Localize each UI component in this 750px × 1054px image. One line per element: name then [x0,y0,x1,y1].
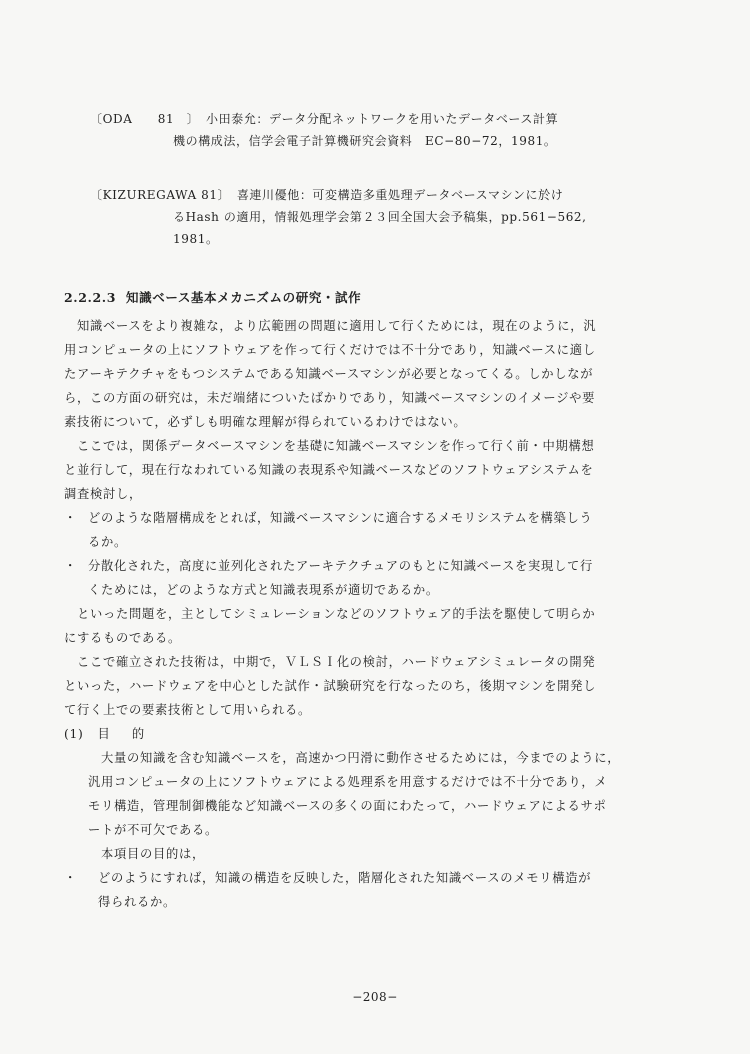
paragraph-4 [64,650,644,722]
text-line: ここでは，関係データベースマシンを基礎に知識ベースマシンを作って行く前・中期構想 [64,439,595,453]
text-line: にするものである。 [64,631,181,645]
text-line: ートが不可欠である。 [88,823,218,837]
text-line: といった，ハードウェアを中心とした試作・試験研究を行なったのち，後期マシンを開発し [64,679,597,693]
list-item [64,506,644,554]
bullet-marker: ・ [64,871,77,885]
paragraph-3 [64,602,644,650]
paragraph-5 [64,746,644,866]
reference-text: 小田泰允：データ分配ネットワークを用いたデータベース計算 [206,112,559,126]
text-line: 汎用コンピュータの上にソフトウェアによる処理系を用意するだけでは不十分であり，メ [88,775,608,789]
text-line: 得られるか。 [98,895,176,909]
bullet-marker: ・ [64,559,77,573]
reference-tag: 〔KIZUREGAWA 81〕 [90,188,225,202]
text-line: ら，この方面の研究は，未だ端緒についたばかりであり，知識ベースマシンのイメージや要 [64,391,596,405]
text-line: といった問題を，主としてシミュレーションなどのソフトウェア的手法を駆使して明らか [64,607,596,621]
subsection-number: (1) [64,727,84,741]
text-line: どのようにすれば，知識の構造を反映した，階層化された知識ベースのメモリ構造が [98,871,592,885]
reference-kizuregawa [90,184,587,250]
text-line: るか。 [88,535,127,549]
text-line: 知識ベースをより複雑な，より広範囲の問題に適用して行くためには，現在のように，汎 [64,319,597,333]
paragraph-1 [64,314,644,434]
text-line: たアーキテクチャをもつシステムである知識ベースマシンが必要となってくる。しかしなが [64,367,594,381]
text-line: くためには，どのような方式と知識表現系が適切であるか。 [88,583,439,597]
list-item [64,554,644,602]
text-line: 調査検討し， [64,487,142,501]
reference-text: るHash の適用，情報処理学会第２３回全国大会予稿集，pp.561−562, [173,210,587,224]
reference-oda [90,108,558,152]
paragraph-2 [64,434,644,506]
subsection-title: 目的 [97,727,167,741]
list-item [64,866,644,914]
text-line: 本項目の目的は， [88,847,205,861]
reference-text: 機の構成法，信学会電子計算機研究会資料 EC−80−72，1981。 [173,134,557,148]
text-line: 用コンピュータの上にソフトウェアを作って行くだけでは不十分であり，知識ベースに適し [64,343,596,357]
reference-text: 1981。 [173,232,219,246]
reference-tag: 〔ODA 81 〕 [90,112,194,126]
section-title: 知識ベース基本メカニズムの研究・試作 [126,290,362,305]
subsection-heading [64,722,644,746]
text-line: 分散化された，高度に並列化されたアーキテクチュアのもとに知識ベースを実現して行 [88,559,594,573]
page-number: −208− [352,990,398,1004]
bullet-list [64,506,644,602]
text-line: 大量の知識を含む知識ベースを，高速かつ円滑に動作させるためには，今までのように， [88,751,621,765]
section-heading [64,288,361,306]
text-line: ここで確立された技術は，中期で，ＶＬＳＩ化の検討，ハードウェアシミュレータの開発 [64,655,596,669]
text-line: どのような階層構成をとれば，知識ベースマシンに適合するメモリシステムを構築しう [88,511,593,525]
text-line: モリ構造，管理制御機能など知識ベースの多くの面にわたって，ハードウェアによるサポ [88,799,607,813]
reference-text: 喜連川優他：可変構造多重処理データベースマシンに於け [236,188,564,202]
body-text [64,314,644,914]
text-line: て行く上での要素技術として用いられる。 [64,703,311,717]
text-line: と並行して，現在行なわれている知識の表現系や知識ベースなどのソフトウェアシステムを [64,463,594,477]
bullet-list [64,866,644,914]
section-number: 2.2.2.3 [64,290,117,305]
text-line: 素技術について，必ずしも明確な理解が得られているわけではない。 [64,415,467,429]
bullet-marker: ・ [64,511,77,525]
